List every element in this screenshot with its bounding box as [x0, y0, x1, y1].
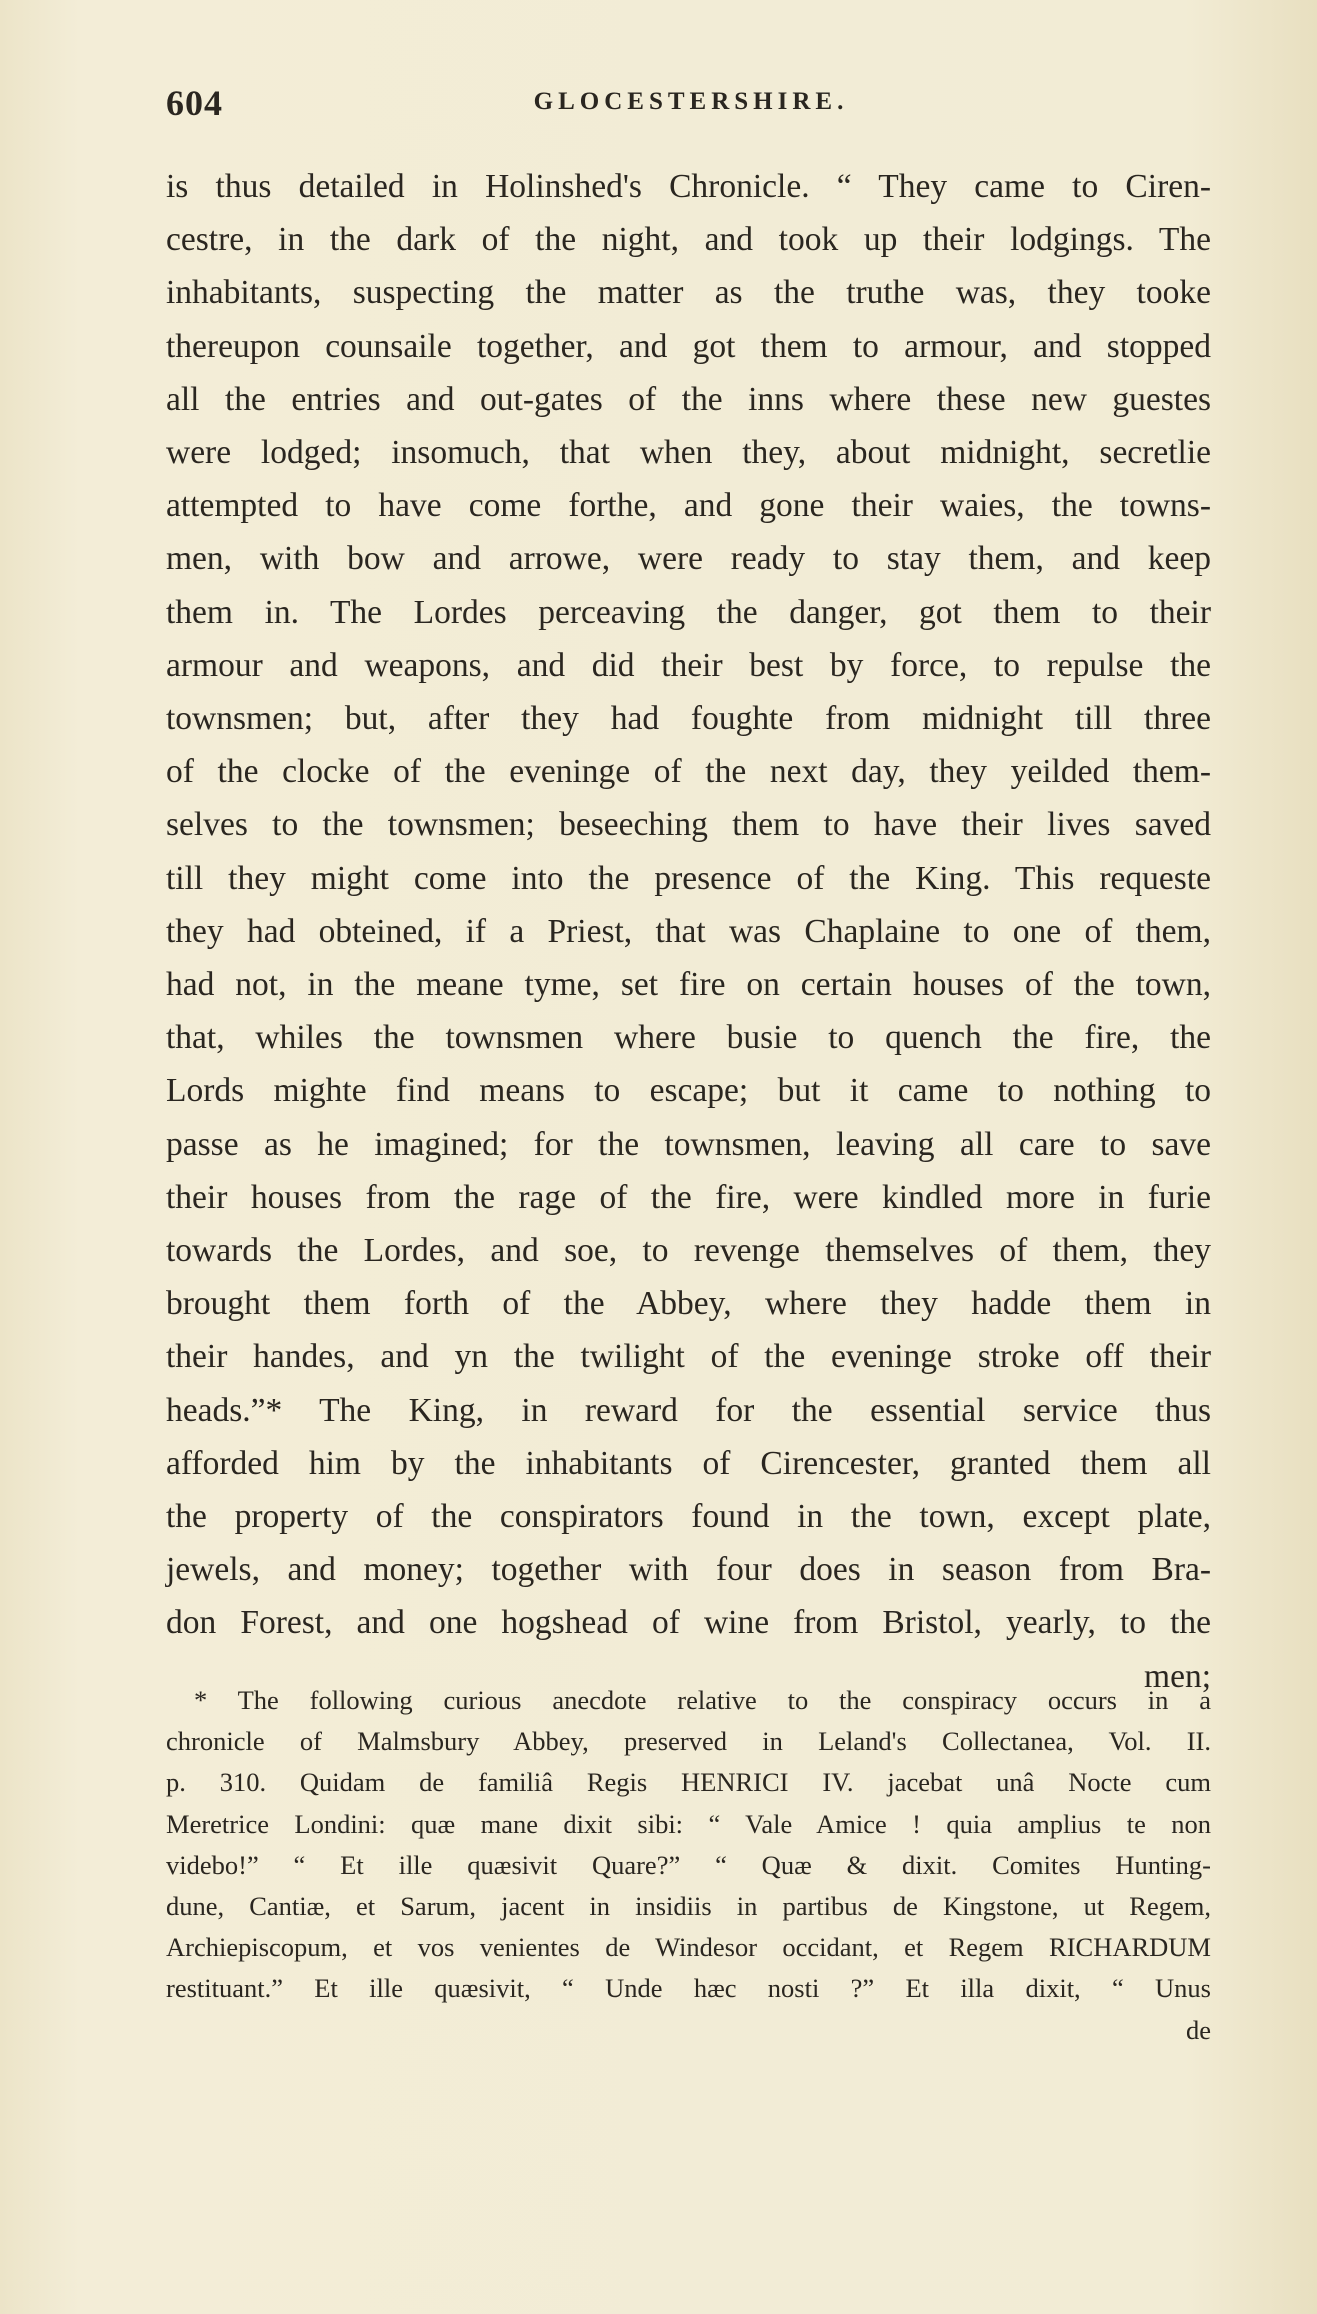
text-line: their houses from the rage of the fire, were kindled more in furie	[166, 1178, 1211, 1216]
text-line: afforded him by the inhabitants of Cirencester, granted them all	[166, 1444, 1211, 1482]
text-line: brought them forth of the Abbey, where they hadde them in	[166, 1285, 1211, 1323]
footnote-line: videbo!” “ Et ille quæsivit Quare?” “ Quæ & dixit. Comites Hunting-	[166, 1849, 1211, 1880]
text-line: men, with bow and arrowe, were ready to stay them, and keep	[166, 540, 1211, 578]
text-line: their handes, and yn the twilight of the eveninge stroke off their	[166, 1338, 1211, 1376]
footnote-line: chronicle of Malmsbury Abbey, preserved in Leland's Collectanea, Vol. II.	[166, 1726, 1211, 1757]
text-line: were lodged; insomuch, that when they, about midnight, secretlie	[166, 434, 1211, 472]
text-line: armour and weapons, and did their best by force, to repulse the	[166, 646, 1211, 684]
text-line: is thus detailed in Holinshed's Chronicle. “ They came to Ciren-	[166, 168, 1211, 205]
page-header	[166, 82, 1216, 132]
text-line: townsmen; but, after they had foughte from midnight till three	[166, 700, 1211, 738]
text-line: jewels, and money; together with four does in season from Bra-	[166, 1551, 1211, 1589]
running-title: GLOCESTERSHIRE.	[533, 88, 849, 115]
footnote	[166, 1680, 1211, 2051]
text-line: that, whiles the townsmen where busie to quench the fire, the	[166, 1019, 1211, 1057]
text-line: them in. The Lordes perceaving the danger, got them to their	[166, 593, 1211, 631]
footnote-line: restituant.” Et ille quæsivit, “ Unde hæc nosti ?” Et illa dixit, “ Unus	[166, 1973, 1211, 2004]
text-line: all the entries and out-gates of the inns where these new guestes	[166, 380, 1211, 418]
text-line: the property of the conspirators found in the town, except plate,	[166, 1498, 1211, 1536]
footnote-line: * The following curious anecdote relative to the conspiracy occurs in a	[194, 1685, 1211, 1715]
footnote-line: p. 310. Quidam de familiâ Regis HENRICI IV. jacebat unâ Nocte cum	[166, 1767, 1211, 1798]
text-line: selves to the townsmen; beseeching them to have their lives saved	[166, 806, 1211, 844]
text-line: inhabitants, suspecting the matter as the truthe was, they tooke	[166, 274, 1211, 312]
footnote-catchword: de	[1185, 2014, 1211, 2045]
footnote-line: dune, Cantiæ, et Sarum, jacent in insidiis in partibus de Kingstone, ut Regem,	[166, 1891, 1211, 1922]
text-line: cestre, in the dark of the night, and took up their lodgings. The	[166, 221, 1211, 259]
text-line: they had obteined, if a Priest, that was Chaplaine to one of them,	[166, 912, 1211, 950]
text-line: thereupon counsaile together, and got them to armour, and stopped	[166, 327, 1211, 365]
text-line: of the clocke of the eveninge of the next day, they yeilded them-	[166, 753, 1211, 791]
page-number: 604	[166, 83, 223, 123]
main-text	[166, 160, 1211, 1703]
text-line: passe as he imagined; for the townsmen, leaving all care to save	[166, 1125, 1211, 1163]
catchword: men;	[1144, 1657, 1211, 1695]
text-line: had not, in the meane tyme, set fire on certain houses of the town,	[166, 966, 1211, 1004]
text-line: heads.”* The King, in reward for the essential service thus	[166, 1391, 1211, 1429]
text-line: till they might come into the presence of the King. This requeste	[166, 859, 1211, 897]
footnote-line: Meretrice Londini: quæ mane dixit sibi: “ Vale Amice ! quia amplius te non	[166, 1808, 1211, 1839]
text-line: Lords mighte find means to escape; but it came to nothing to	[166, 1072, 1211, 1110]
text-line: don Forest, and one hogshead of wine from Bristol, yearly, to the	[166, 1604, 1211, 1642]
text-line: towards the Lordes, and soe, to revenge themselves of them, they	[166, 1232, 1211, 1270]
text-line: attempted to have come forthe, and gone their waies, the towns-	[166, 487, 1211, 525]
footnote-line: Archiepiscopum, et vos venientes de Windesor occidant, et Regem RICHARDUM	[166, 1932, 1211, 1963]
